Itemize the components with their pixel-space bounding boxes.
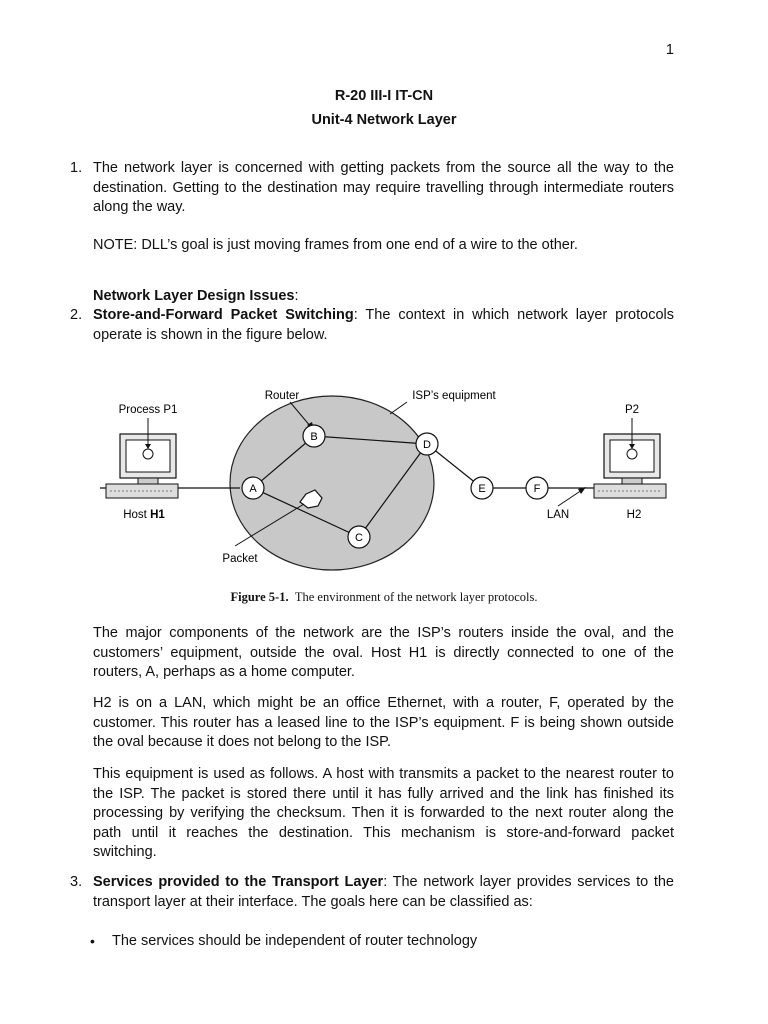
lan-callout: [558, 490, 582, 506]
item-3-text: [93, 873, 674, 912]
node-e-label: E: [478, 483, 486, 495]
item-3-heading: Services provided to the Transport Layer: [93, 874, 384, 890]
router-node-d: [416, 433, 438, 455]
host-h1-label: [123, 509, 165, 521]
design-issues-colon: :: [294, 288, 299, 304]
design-issues-label: Network Layer Design Issues: [93, 288, 295, 304]
router-label: Router: [264, 390, 300, 402]
item-2-number: 2.: [70, 307, 83, 323]
paragraph-2: H2 is on a LAN, which might be an office Ethernet, with a router, F, operated by the customer. This router has a leased line to the ISP’s equipment. F is being shown outside the oval because it does not belong to the ISP.: [93, 695, 674, 750]
node-b-label: B: [310, 431, 318, 443]
packet-label: Packet: [222, 553, 258, 565]
node-d-label: D: [423, 439, 431, 451]
note-text: NOTE: DLL’s goal is just moving frames from one end of a wire to the other.: [93, 237, 578, 253]
host-h1-computer: [106, 418, 178, 498]
lan-label: LAN: [546, 509, 570, 521]
host-h2-computer: [594, 418, 666, 498]
isp-callout: [390, 402, 407, 414]
item-3-number: 3.: [70, 874, 83, 890]
router-node-c: [348, 526, 370, 548]
process-p1-label: Process P1: [118, 404, 178, 416]
bullet-marker: •: [90, 933, 95, 949]
bullet-item: The services should be independent of router technology: [112, 933, 478, 949]
h2-label: H2: [626, 509, 642, 521]
item-2-text: [93, 306, 674, 345]
item-2-heading: Store-and-Forward Packet Switching: [93, 307, 354, 323]
paragraph-1: The major components of the network are the ISP’s routers inside the oval, and the customers’ equipment, outside the oval. Host H1 is directly connected to one of the routers, A, perhaps as a home computer.: [93, 625, 674, 680]
node-a-label: A: [249, 483, 257, 495]
router-node-b: [303, 425, 325, 447]
item-1-number: 1.: [70, 160, 83, 176]
network-figure: [100, 382, 680, 612]
item-1-text: The network layer is concerned with getting packets from the source all the way to the destination. Getting to the destination may require travelling through intermediate routers along the way.: [93, 160, 674, 215]
design-issues-heading: [93, 287, 674, 307]
paragraph-3: This equipment is used as follows. A host with transmits a packet to the nearest router to the ISP. The packet is stored there until it has fully arrived and the link has finished its processing by verifying the checksum. Then it is forwarded to the next router along the path until it reaches the destination. This mechanism is store-and-forward packet switching.: [93, 766, 674, 860]
router-node-e: [471, 477, 493, 499]
item-3-body: : The network layer provides services to the transport layer at their interface. The goals here can be classified as:: [93, 874, 674, 910]
item-2-body: : The context in which network layer protocols operate is shown in the figure below.: [93, 307, 674, 343]
figure-caption-label: Figure 5-1.: [230, 590, 289, 604]
node-f-label: F: [533, 483, 541, 495]
figure-caption: [0, 590, 768, 605]
host-h1-prefix: Host: [123, 509, 151, 521]
host-h1-bold: H1: [150, 509, 165, 521]
page-number: 1: [665, 42, 674, 58]
node-c-label: C: [355, 532, 363, 544]
unit-title: Unit-4 Network Layer: [311, 112, 457, 128]
course-title: R-20 III-I IT-CN: [334, 88, 434, 104]
router-node-a: [242, 477, 264, 499]
router-node-f: [526, 477, 548, 499]
figure-caption-text: The environment of the network layer protocols.: [294, 590, 538, 604]
p2-label: P2: [624, 404, 640, 416]
isp-equipment-label: ISP’s equipment: [412, 390, 496, 402]
